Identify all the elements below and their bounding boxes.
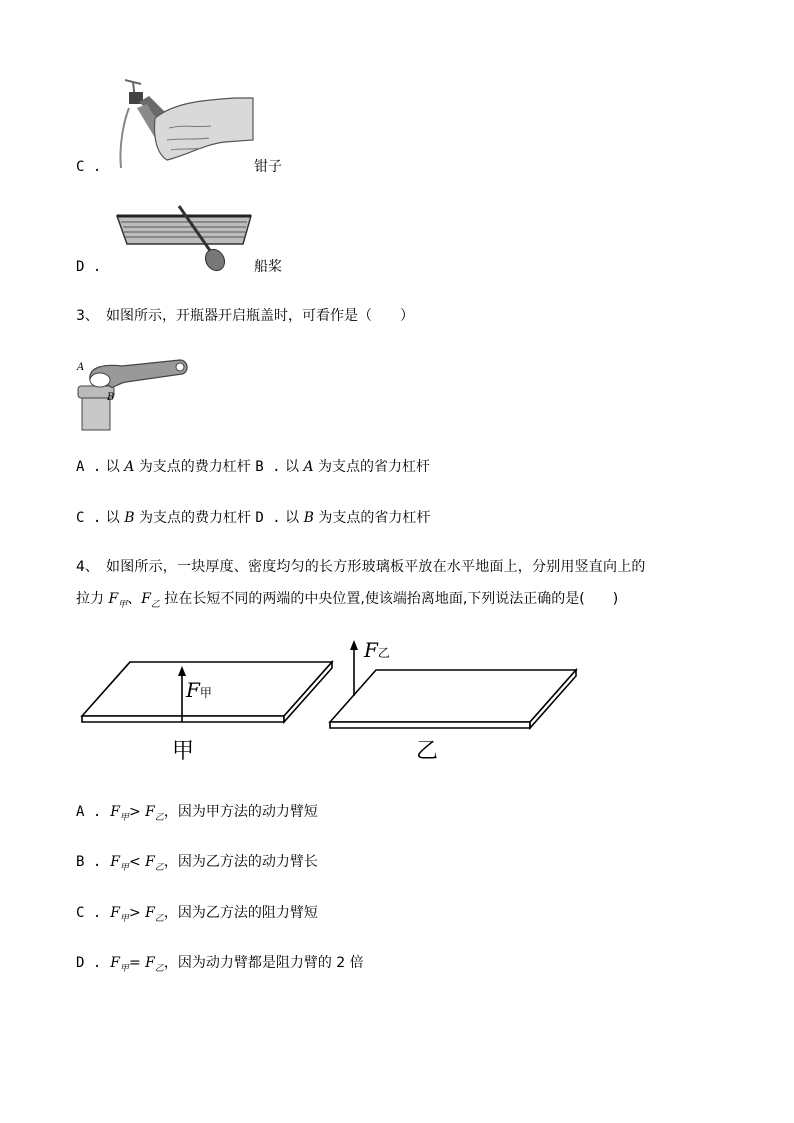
q4-figure-caption-right: 乙: [416, 739, 439, 764]
q3-option-d-letter: D .: [255, 510, 281, 526]
q3-option-c-post: 为支点的费力杠杆: [138, 510, 251, 526]
q3-option-b-letter: B .: [255, 459, 281, 475]
q3-option-c-point: B: [124, 510, 135, 526]
q4-stem-line-2-pre: 拉力: [76, 591, 104, 607]
q3-option-a-pre: 以: [105, 459, 120, 475]
q4-option-c: C . $F_甲> F_乙$，因为乙方法的阻力臂短: [76, 905, 318, 924]
q3-option-a-post: 为支点的费力杠杆: [138, 459, 251, 475]
q3-option-d-pre: 以: [285, 510, 300, 526]
q3-option-b-pre: 以: [284, 459, 299, 475]
q4-option-a: A . $F_甲> F_乙$，因为甲方法的动力臂短: [76, 804, 318, 823]
q3-options-row-1: [76, 457, 430, 477]
q4-stem-line-2-post: 拉在长短不同的两端的中央位置,使该端抬离地面,下列说法正确的是( ): [164, 591, 619, 607]
q4-force-jia: $F_甲$: [108, 591, 128, 610]
q4-option-b: B . $F_甲< F_乙$，因为乙方法的动力臂长: [76, 854, 318, 873]
q3-option-c-letter: C .: [76, 510, 102, 526]
q3-option-d-point: B: [303, 510, 314, 526]
q3-number: 3、: [76, 308, 99, 324]
bottle-opener-figure: [76, 358, 191, 430]
q4-figure-caption-left: 甲: [172, 739, 195, 764]
q3-option-a-letter: A .: [76, 459, 102, 475]
q3-stem: 如图所示，开瓶器开启瓶盖时，可看作是（ ）: [106, 308, 414, 324]
rowboat-with-oar-icon: [115, 204, 255, 274]
q4-stem-line-1: 如图所示，一块厚度、密度均匀的长方形玻璃板平放在水平地面上，分别用竖直向上的: [106, 559, 646, 575]
q3-figure-label-a: A: [77, 362, 85, 373]
pliers-in-hand-icon: [115, 78, 245, 168]
q4-option-d: D . $F_甲= F_乙$，因为动力臂都是阻力臂的 2 倍: [76, 955, 364, 974]
glass-plate-figure: [78, 636, 588, 786]
q4-number: 4、: [76, 559, 99, 575]
q3-option-a-point: A: [124, 459, 135, 475]
q3-option-b-point: A: [303, 459, 314, 475]
q4-stem-line-2-sep: 、: [127, 591, 142, 607]
q4-figure-force-yi-label: F乙: [364, 638, 390, 662]
q3-figure-label-b: B: [107, 392, 115, 403]
q3-option-b-post: 为支点的省力杠杆: [318, 459, 431, 475]
q2-option-d-label: 船桨: [254, 259, 282, 275]
q3-options-row-2: [76, 508, 430, 528]
q2-option-c-label: 钳子: [254, 159, 282, 175]
q4-stem-line-2: [76, 589, 618, 611]
q4-figure-force-jia-label: F甲: [186, 678, 212, 702]
q4-force-yi: $F_乙$: [141, 591, 160, 610]
q3-option-d-post: 为支点的省力杠杆: [318, 510, 431, 526]
q2-option-d-letter: D .: [76, 259, 102, 275]
q2-option-c-letter: C .: [76, 159, 102, 175]
q3-option-c-pre: 以: [105, 510, 120, 526]
